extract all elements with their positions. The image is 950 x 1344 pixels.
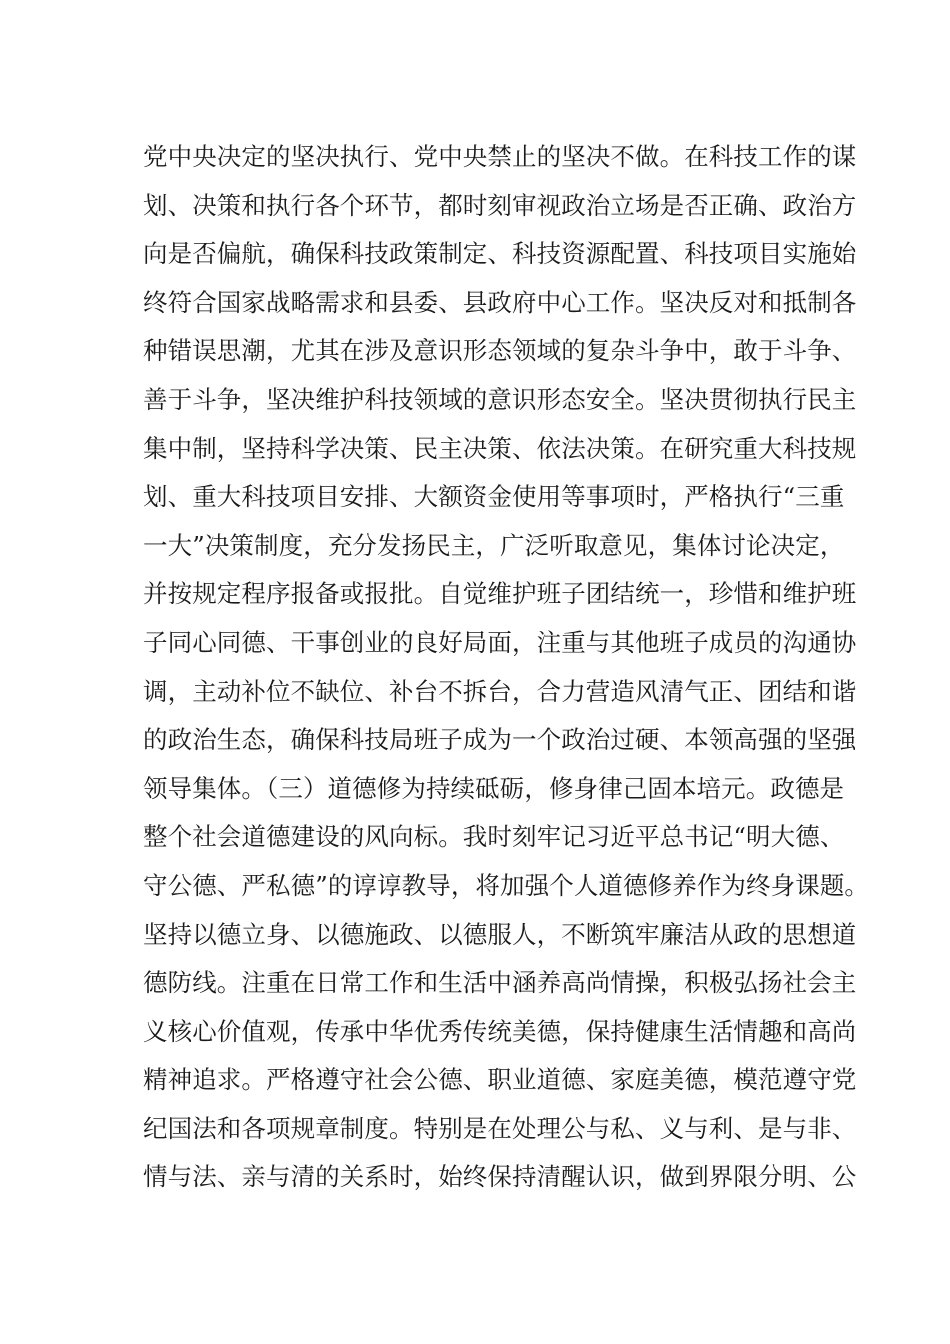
- text-line: 坚持以德立身、以德施政、以德服人，不断筑牢廉洁从政的思想道: [143, 919, 857, 949]
- text-line: 守公德、严私德”的谆谆教导，将加强个人道德修养作为终身课题。: [143, 870, 870, 900]
- text-line: 向是否偏航，确保科技政策制定、科技资源配置、科技项目实施始: [143, 239, 857, 269]
- text-line: 德防线。注重在日常工作和生活中涵养高尚情操，积极弘扬社会主: [143, 968, 857, 998]
- text-line: 一大”决策制度，充分发扬民主，广泛听取意见，集体讨论决定，: [143, 530, 845, 560]
- text-line: 情与法、亲与清的关系时，始终保持清醒认识，做到界限分明、公: [143, 1162, 857, 1192]
- body-paragraph: [143, 133, 870, 1202]
- text-line: 党中央决定的坚决执行、党中央禁止的坚决不做。在科技工作的谋: [143, 142, 857, 171]
- text-line: 精神追求。严格遵守社会公德、职业道德、家庭美德，模范遵守党: [143, 1065, 857, 1095]
- text-line: 划、重大科技项目安排、大额资金使用等事项时，严格执行“三重: [143, 482, 845, 512]
- text-line: 整个社会道德建设的风向标。我时刻牢记习近平总书记“明大德、: [143, 822, 845, 852]
- text-line: 善于斗争，坚决维护科技领域的意识形态安全。坚决贯彻执行民主: [143, 384, 857, 414]
- text-line: 调，主动补位不缺位、补台不拆台，合力营造风清气正、团结和谐: [143, 676, 857, 706]
- text-line: 领导集体。（三）道德修为持续砥砺，修身律己固本培元。政德是: [143, 773, 845, 803]
- text-line: 并按规定程序报备或报批。自觉维护班子团结统一，珍惜和维护班: [143, 579, 857, 609]
- text-line: 终符合国家战略需求和县委、县政府中心工作。坚决反对和抵制各: [143, 287, 857, 317]
- text-line: 划、决策和执行各个环节，都时刻审视政治立场是否正确、政治方: [143, 190, 857, 220]
- text-line: 子同心同德、干事创业的良好局面，注重与其他班子成员的沟通协: [143, 627, 857, 657]
- text-line: 义核心价值观，传承中华优秀传统美德，保持健康生活情趣和高尚: [143, 1016, 857, 1046]
- text-line: 种错误思潮，尤其在涉及意识形态领域的复杂斗争中，敢于斗争、: [143, 336, 857, 366]
- text-line: 集中制，坚持科学决策、民主决策、依法决策。在研究重大科技规: [143, 433, 857, 463]
- text-line: 纪国法和各项规章制度。特别是在处理公与私、义与利、是与非、: [143, 1113, 857, 1143]
- text-line: 的政治生态，确保科技局班子成为一个政治过硬、本领高强的坚强: [143, 725, 857, 755]
